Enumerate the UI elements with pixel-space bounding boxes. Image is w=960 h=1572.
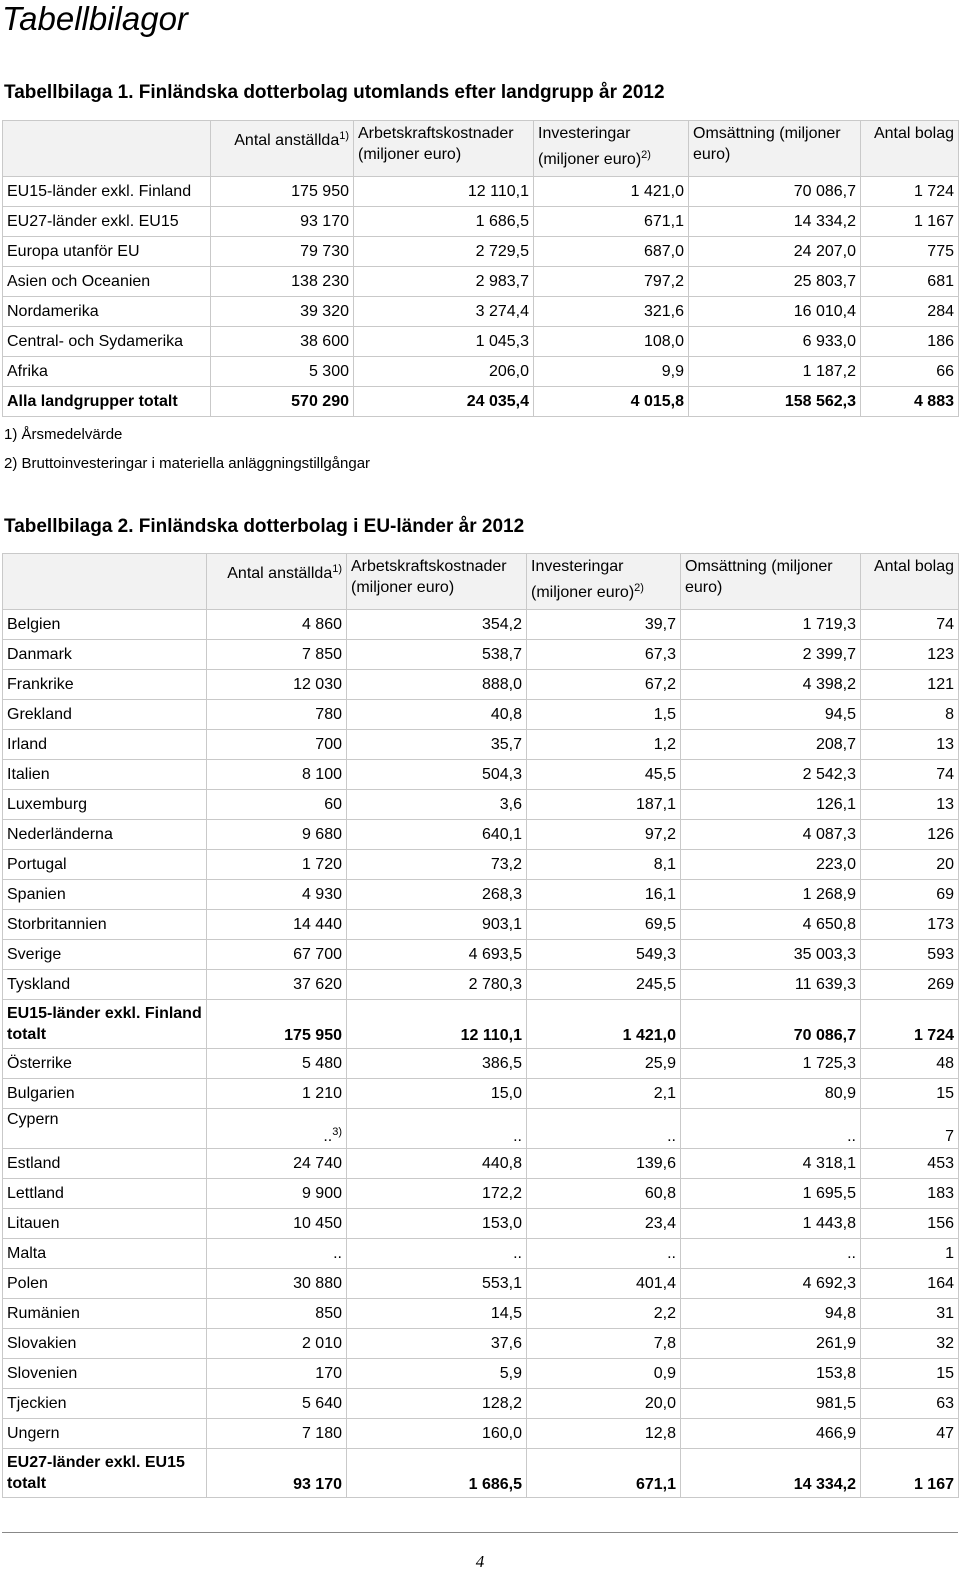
cell-labour-costs: 24 035,4 bbox=[354, 387, 534, 417]
cell-investments: 69,5 bbox=[527, 910, 681, 940]
cell-companies: 66 bbox=[861, 357, 959, 387]
cell-turnover: 4 318,1 bbox=[681, 1149, 861, 1179]
cell-companies: 1 167 bbox=[861, 1449, 959, 1498]
cell-turnover: 1 695,5 bbox=[681, 1179, 861, 1209]
cell-employees: 2 010 bbox=[207, 1329, 347, 1359]
cell-turnover: 208,7 bbox=[681, 730, 861, 760]
cell-labour-costs: 14,5 bbox=[347, 1299, 527, 1329]
cell-companies: 1 167 bbox=[861, 207, 959, 237]
cell-investments: 671,1 bbox=[527, 1449, 681, 1498]
cell-companies: 173 bbox=[861, 910, 959, 940]
cell-employees: 9 900 bbox=[207, 1179, 347, 1209]
row-label: Portugal bbox=[3, 850, 207, 880]
cell-companies: 63 bbox=[861, 1389, 959, 1419]
cell-turnover: 14 334,2 bbox=[681, 1449, 861, 1498]
table-row bbox=[3, 357, 959, 387]
cell-companies: 284 bbox=[861, 297, 959, 327]
cell-investments: 187,1 bbox=[527, 790, 681, 820]
table-row bbox=[3, 940, 959, 970]
table2-title: Tabellbilaga 2. Finländska dotterbolag i EU-länder år 2012 bbox=[4, 516, 525, 537]
subtotal-row bbox=[3, 1000, 959, 1049]
cell-investments: 108,0 bbox=[534, 327, 689, 357]
cell-employees: 700 bbox=[207, 730, 347, 760]
row-label: Grekland bbox=[3, 700, 207, 730]
cell-employees: 30 880 bbox=[207, 1269, 347, 1299]
cell-investments: 67,3 bbox=[527, 640, 681, 670]
row-label: Storbritannien bbox=[3, 910, 207, 940]
col-header-turnover: Omsättning (miljoner euro) bbox=[681, 554, 861, 610]
table-row bbox=[3, 207, 959, 237]
cell-investments: 1,5 bbox=[527, 700, 681, 730]
col-header-companies: Antal bolag bbox=[861, 121, 959, 177]
table2-header-corner bbox=[3, 554, 207, 610]
cell-investments: 687,0 bbox=[534, 237, 689, 267]
cell-companies: 1 724 bbox=[861, 1000, 959, 1049]
cell-turnover: 94,5 bbox=[681, 700, 861, 730]
row-label: Europa utanför EU bbox=[3, 237, 211, 267]
row-label: Litauen bbox=[3, 1209, 207, 1239]
cell-employees: 9 680 bbox=[207, 820, 347, 850]
cell-companies: 183 bbox=[861, 1179, 959, 1209]
cell-turnover: 6 933,0 bbox=[689, 327, 861, 357]
row-label: Irland bbox=[3, 730, 207, 760]
cell-companies: 1 bbox=[861, 1239, 959, 1269]
table-row bbox=[3, 327, 959, 357]
table-row bbox=[3, 1079, 959, 1109]
cell-investments: .. bbox=[527, 1109, 681, 1149]
cell-turnover: 126,1 bbox=[681, 790, 861, 820]
cell-labour-costs: 2 983,7 bbox=[354, 267, 534, 297]
cell-companies: 8 bbox=[861, 700, 959, 730]
cell-companies: 13 bbox=[861, 730, 959, 760]
cell-investments: 549,3 bbox=[527, 940, 681, 970]
cell-turnover: 80,9 bbox=[681, 1079, 861, 1109]
table-row bbox=[3, 850, 959, 880]
table-row bbox=[3, 970, 959, 1000]
col-header-employees: Antal anställda$^{1)}$ bbox=[207, 554, 347, 610]
cell-labour-costs: 206,0 bbox=[354, 357, 534, 387]
cell-labour-costs: 1 045,3 bbox=[354, 327, 534, 357]
cell-employees: 7 180 bbox=[207, 1419, 347, 1449]
row-label: Italien bbox=[3, 760, 207, 790]
row-label: EU27-länder exkl. EU15 bbox=[3, 207, 211, 237]
row-label: EU15-länder exkl. Finland bbox=[3, 177, 211, 207]
cell-investments: .. bbox=[527, 1239, 681, 1269]
footnote-ref: 3) bbox=[332, 1126, 342, 1138]
cell-companies: 15 bbox=[861, 1359, 959, 1389]
footnote-1: 1) Årsmedelvärde bbox=[4, 426, 123, 443]
cell-labour-costs: 153,0 bbox=[347, 1209, 527, 1239]
table-row bbox=[3, 1389, 959, 1419]
cell-employees: 7 850 bbox=[207, 640, 347, 670]
cell-investments: 60,8 bbox=[527, 1179, 681, 1209]
cell-labour-costs: 386,5 bbox=[347, 1049, 527, 1079]
cell-labour-costs: 538,7 bbox=[347, 640, 527, 670]
cell-companies: 74 bbox=[861, 610, 959, 640]
table1-header-corner bbox=[3, 121, 211, 177]
cell-companies: 186 bbox=[861, 327, 959, 357]
footnote-ref: 1) bbox=[332, 563, 342, 575]
table-row bbox=[3, 880, 959, 910]
cell-labour-costs: 2 780,3 bbox=[347, 970, 527, 1000]
table-row bbox=[3, 1109, 959, 1149]
cell-labour-costs: 37,6 bbox=[347, 1329, 527, 1359]
cell-labour-costs: 3,6 bbox=[347, 790, 527, 820]
col-header-turnover: Omsättning (miljoner euro) bbox=[689, 121, 861, 177]
col-header-labour-costs: Arbetskraftskostnader (miljoner euro) bbox=[347, 554, 527, 610]
cell-turnover: 94,8 bbox=[681, 1299, 861, 1329]
footnote-2: 2) Bruttoinvesteringar i materiella anläggningstillgångar bbox=[4, 455, 371, 472]
cell-investments: 9,9 bbox=[534, 357, 689, 387]
cell-turnover: 4 650,8 bbox=[681, 910, 861, 940]
row-label: Slovakien bbox=[3, 1329, 207, 1359]
cell-labour-costs: 888,0 bbox=[347, 670, 527, 700]
subtotal-row bbox=[3, 1449, 959, 1498]
cell-employees: 12 030 bbox=[207, 670, 347, 700]
cell-employees: 10 450 bbox=[207, 1209, 347, 1239]
cell-investments: 4 015,8 bbox=[534, 387, 689, 417]
cell-investments: 25,9 bbox=[527, 1049, 681, 1079]
cell-labour-costs: 15,0 bbox=[347, 1079, 527, 1109]
cell-companies: 74 bbox=[861, 760, 959, 790]
cell-turnover: 1 719,3 bbox=[681, 610, 861, 640]
cell-labour-costs: 3 274,4 bbox=[354, 297, 534, 327]
table-row bbox=[3, 670, 959, 700]
table1-header-row bbox=[3, 121, 959, 177]
row-label: Lettland bbox=[3, 1179, 207, 1209]
cell-investments: 97,2 bbox=[527, 820, 681, 850]
cell-investments: 1 421,0 bbox=[527, 1000, 681, 1049]
cell-employees: 14 440 bbox=[207, 910, 347, 940]
cell-employees: 5 300 bbox=[211, 357, 354, 387]
cell-labour-costs: .. bbox=[347, 1109, 527, 1149]
row-label: EU15-länder exkl. Finland totalt bbox=[3, 1000, 207, 1049]
cell-investments: 401,4 bbox=[527, 1269, 681, 1299]
row-label: Afrika bbox=[3, 357, 211, 387]
cell-turnover: 1 187,2 bbox=[689, 357, 861, 387]
row-label: Nederländerna bbox=[3, 820, 207, 850]
table-row bbox=[3, 910, 959, 940]
footnote-ref: 1) bbox=[339, 130, 349, 142]
cell-companies: 126 bbox=[861, 820, 959, 850]
cell-companies: 4 883 bbox=[861, 387, 959, 417]
table-row bbox=[3, 1329, 959, 1359]
cell-turnover: 153,8 bbox=[681, 1359, 861, 1389]
row-label: Asien och Oceanien bbox=[3, 267, 211, 297]
col-header-labour-costs: Arbetskraftskostnader (miljoner euro) bbox=[354, 121, 534, 177]
cell-labour-costs: 12 110,1 bbox=[347, 1000, 527, 1049]
row-label: Luxemburg bbox=[3, 790, 207, 820]
cell-employees: ..$^{3)}$ bbox=[207, 1109, 347, 1149]
row-label: Estland bbox=[3, 1149, 207, 1179]
cell-turnover: 4 692,3 bbox=[681, 1269, 861, 1299]
table2-header-row bbox=[3, 554, 959, 610]
table1 bbox=[2, 120, 959, 417]
cell-companies: 13 bbox=[861, 790, 959, 820]
cell-investments: 2,1 bbox=[527, 1079, 681, 1109]
table-row bbox=[3, 297, 959, 327]
cell-employees: 780 bbox=[207, 700, 347, 730]
row-label: Belgien bbox=[3, 610, 207, 640]
cell-labour-costs: .. bbox=[347, 1239, 527, 1269]
cell-employees: 4 930 bbox=[207, 880, 347, 910]
cell-companies: 47 bbox=[861, 1419, 959, 1449]
cell-companies: 775 bbox=[861, 237, 959, 267]
table-row bbox=[3, 700, 959, 730]
cell-investments: 0,9 bbox=[527, 1359, 681, 1389]
cell-companies: 156 bbox=[861, 1209, 959, 1239]
cell-turnover: 14 334,2 bbox=[689, 207, 861, 237]
table-row bbox=[3, 177, 959, 207]
cell-employees: .. bbox=[207, 1239, 347, 1269]
cell-labour-costs: 1 686,5 bbox=[354, 207, 534, 237]
total-row bbox=[3, 387, 959, 417]
cell-turnover: 1 268,9 bbox=[681, 880, 861, 910]
row-label: EU27-länder exkl. EU15 totalt bbox=[3, 1449, 207, 1498]
cell-turnover: 981,5 bbox=[681, 1389, 861, 1419]
cell-employees: 38 600 bbox=[211, 327, 354, 357]
cell-employees: 570 290 bbox=[211, 387, 354, 417]
cell-turnover: 25 803,7 bbox=[689, 267, 861, 297]
cell-turnover: 4 398,2 bbox=[681, 670, 861, 700]
cell-turnover: 261,9 bbox=[681, 1329, 861, 1359]
cell-investments: 245,5 bbox=[527, 970, 681, 1000]
table-row bbox=[3, 267, 959, 297]
cell-employees: 67 700 bbox=[207, 940, 347, 970]
cell-investments: 1,2 bbox=[527, 730, 681, 760]
cell-employees: 79 730 bbox=[211, 237, 354, 267]
cell-labour-costs: 354,2 bbox=[347, 610, 527, 640]
cell-labour-costs: 73,2 bbox=[347, 850, 527, 880]
cell-turnover: 70 086,7 bbox=[681, 1000, 861, 1049]
table-row bbox=[3, 730, 959, 760]
cell-companies: 69 bbox=[861, 880, 959, 910]
table-row bbox=[3, 1179, 959, 1209]
cell-employees: 4 860 bbox=[207, 610, 347, 640]
row-label: Spanien bbox=[3, 880, 207, 910]
cell-turnover: .. bbox=[681, 1239, 861, 1269]
footnote-ref: 2) bbox=[641, 149, 651, 161]
cell-companies: 48 bbox=[861, 1049, 959, 1079]
cell-companies: 453 bbox=[861, 1149, 959, 1179]
row-label: Danmark bbox=[3, 640, 207, 670]
row-label: Ungern bbox=[3, 1419, 207, 1449]
cell-employees: 850 bbox=[207, 1299, 347, 1329]
cell-employees: 1 210 bbox=[207, 1079, 347, 1109]
cell-labour-costs: 268,3 bbox=[347, 880, 527, 910]
cell-labour-costs: 440,8 bbox=[347, 1149, 527, 1179]
cell-investments: 1 421,0 bbox=[534, 177, 689, 207]
cell-employees: 93 170 bbox=[211, 207, 354, 237]
cell-companies: 7 bbox=[861, 1109, 959, 1149]
cell-labour-costs: 40,8 bbox=[347, 700, 527, 730]
row-label: Nordamerika bbox=[3, 297, 211, 327]
cell-investments: 2,2 bbox=[527, 1299, 681, 1329]
table-row bbox=[3, 1049, 959, 1079]
cell-investments: 12,8 bbox=[527, 1419, 681, 1449]
row-label: Slovenien bbox=[3, 1359, 207, 1389]
cell-labour-costs: 172,2 bbox=[347, 1179, 527, 1209]
cell-turnover: 158 562,3 bbox=[689, 387, 861, 417]
cell-investments: 16,1 bbox=[527, 880, 681, 910]
cell-turnover: .. bbox=[681, 1109, 861, 1149]
col-header-employees: Antal anställda$^{1)}$ bbox=[211, 121, 354, 177]
table-row bbox=[3, 1419, 959, 1449]
cell-turnover: 1 725,3 bbox=[681, 1049, 861, 1079]
cell-labour-costs: 903,1 bbox=[347, 910, 527, 940]
cell-turnover: 2 542,3 bbox=[681, 760, 861, 790]
row-label: Bulgarien bbox=[3, 1079, 207, 1109]
cell-companies: 1 724 bbox=[861, 177, 959, 207]
table2 bbox=[2, 553, 959, 1498]
cell-investments: 139,6 bbox=[527, 1149, 681, 1179]
cell-turnover: 11 639,3 bbox=[681, 970, 861, 1000]
cell-investments: 67,2 bbox=[527, 670, 681, 700]
cell-turnover: 223,0 bbox=[681, 850, 861, 880]
cell-employees: 138 230 bbox=[211, 267, 354, 297]
row-label: Cypern bbox=[3, 1109, 207, 1149]
row-label: Österrike bbox=[3, 1049, 207, 1079]
cell-employees: 175 950 bbox=[207, 1000, 347, 1049]
cell-turnover: 24 207,0 bbox=[689, 237, 861, 267]
cell-investments: 797,2 bbox=[534, 267, 689, 297]
cell-employees: 24 740 bbox=[207, 1149, 347, 1179]
page-title: Tabellbilagor bbox=[2, 0, 188, 37]
cell-companies: 681 bbox=[861, 267, 959, 297]
cell-labour-costs: 160,0 bbox=[347, 1419, 527, 1449]
table-row bbox=[3, 1209, 959, 1239]
cell-companies: 593 bbox=[861, 940, 959, 970]
cell-labour-costs: 504,3 bbox=[347, 760, 527, 790]
row-label: Central- och Sydamerika bbox=[3, 327, 211, 357]
row-label: Alla landgrupper totalt bbox=[3, 387, 211, 417]
cell-labour-costs: 2 729,5 bbox=[354, 237, 534, 267]
cell-employees: 39 320 bbox=[211, 297, 354, 327]
cell-labour-costs: 640,1 bbox=[347, 820, 527, 850]
col-header-investments: Investeringar (miljoner euro)$^{2)}$ bbox=[527, 554, 681, 610]
cell-companies: 164 bbox=[861, 1269, 959, 1299]
table1-title: Tabellbilaga 1. Finländska dotterbolag utomlands efter landgrupp år 2012 bbox=[4, 82, 665, 103]
cell-turnover: 466,9 bbox=[681, 1419, 861, 1449]
row-label: Tjeckien bbox=[3, 1389, 207, 1419]
cell-labour-costs: 128,2 bbox=[347, 1389, 527, 1419]
cell-employees: 93 170 bbox=[207, 1449, 347, 1498]
table-row bbox=[3, 760, 959, 790]
table-row bbox=[3, 610, 959, 640]
cell-labour-costs: 553,1 bbox=[347, 1269, 527, 1299]
cell-investments: 7,8 bbox=[527, 1329, 681, 1359]
cell-companies: 31 bbox=[861, 1299, 959, 1329]
cell-turnover: 2 399,7 bbox=[681, 640, 861, 670]
row-label: Frankrike bbox=[3, 670, 207, 700]
cell-labour-costs: 4 693,5 bbox=[347, 940, 527, 970]
cell-investments: 671,1 bbox=[534, 207, 689, 237]
cell-employees: 5 480 bbox=[207, 1049, 347, 1079]
cell-investments: 39,7 bbox=[527, 610, 681, 640]
cell-companies: 15 bbox=[861, 1079, 959, 1109]
footnote-ref: 2) bbox=[634, 582, 644, 594]
table-row bbox=[3, 820, 959, 850]
cell-companies: 123 bbox=[861, 640, 959, 670]
cell-turnover: 70 086,7 bbox=[689, 177, 861, 207]
cell-investments: 45,5 bbox=[527, 760, 681, 790]
cell-companies: 20 bbox=[861, 850, 959, 880]
page-divider bbox=[2, 1532, 958, 1533]
cell-investments: 8,1 bbox=[527, 850, 681, 880]
table-row bbox=[3, 237, 959, 267]
cell-companies: 32 bbox=[861, 1329, 959, 1359]
cell-employees: 5 640 bbox=[207, 1389, 347, 1419]
table-row bbox=[3, 1359, 959, 1389]
table-row bbox=[3, 1269, 959, 1299]
cell-employees: 8 100 bbox=[207, 760, 347, 790]
cell-employees: 60 bbox=[207, 790, 347, 820]
cell-employees: 175 950 bbox=[211, 177, 354, 207]
cell-labour-costs: 12 110,1 bbox=[354, 177, 534, 207]
cell-turnover: 16 010,4 bbox=[689, 297, 861, 327]
cell-employees: 37 620 bbox=[207, 970, 347, 1000]
table-row bbox=[3, 1299, 959, 1329]
cell-investments: 23,4 bbox=[527, 1209, 681, 1239]
row-label: Tyskland bbox=[3, 970, 207, 1000]
cell-employees: 1 720 bbox=[207, 850, 347, 880]
cell-labour-costs: 1 686,5 bbox=[347, 1449, 527, 1498]
table-row bbox=[3, 640, 959, 670]
row-label: Polen bbox=[3, 1269, 207, 1299]
table-row bbox=[3, 1149, 959, 1179]
table-row bbox=[3, 1239, 959, 1269]
page-number: 4 bbox=[475, 1552, 485, 1571]
col-header-companies: Antal bolag bbox=[861, 554, 959, 610]
col-header-investments: Investeringar (miljoner euro)$^{2)}$ bbox=[534, 121, 689, 177]
cell-employees: 170 bbox=[207, 1359, 347, 1389]
cell-turnover: 1 443,8 bbox=[681, 1209, 861, 1239]
row-label: Rumänien bbox=[3, 1299, 207, 1329]
cell-labour-costs: 35,7 bbox=[347, 730, 527, 760]
cell-investments: 20,0 bbox=[527, 1389, 681, 1419]
table-row bbox=[3, 790, 959, 820]
cell-turnover: 4 087,3 bbox=[681, 820, 861, 850]
cell-turnover: 35 003,3 bbox=[681, 940, 861, 970]
cell-labour-costs: 5,9 bbox=[347, 1359, 527, 1389]
row-label: Malta bbox=[3, 1239, 207, 1269]
row-label: Sverige bbox=[3, 940, 207, 970]
cell-investments: 321,6 bbox=[534, 297, 689, 327]
cell-companies: 121 bbox=[861, 670, 959, 700]
cell-companies: 269 bbox=[861, 970, 959, 1000]
